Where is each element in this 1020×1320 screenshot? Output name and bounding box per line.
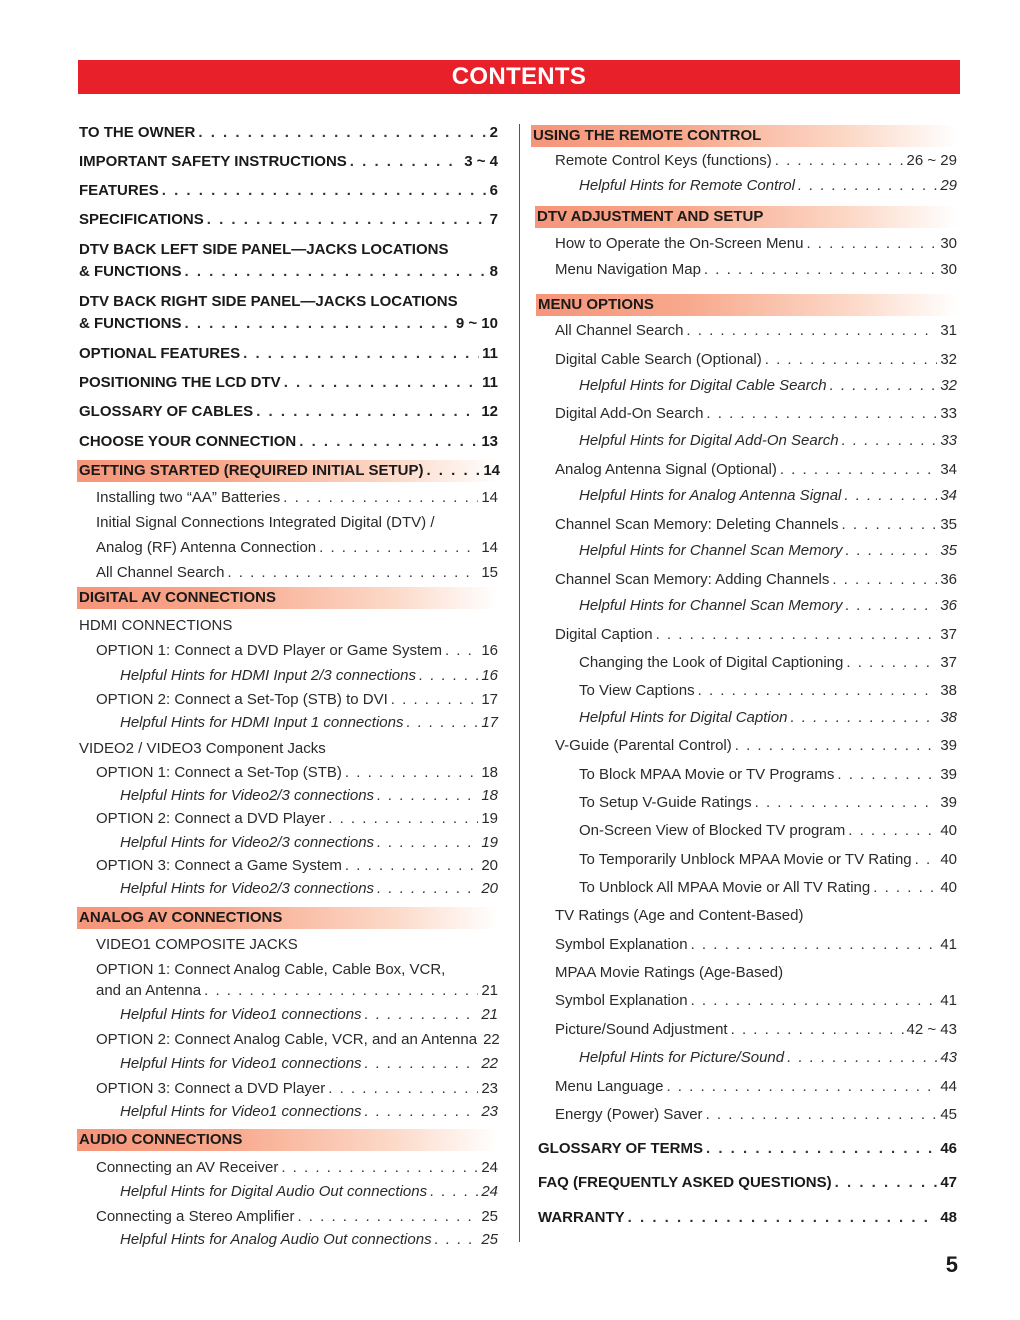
toc-entry-title: Channel Scan Memory: Adding Channels	[555, 571, 830, 588]
toc-entry-page: 35	[940, 516, 957, 533]
subsection-label: VIDEO2 / VIDEO3 Component Jacks	[79, 740, 326, 757]
toc-entry[interactable]	[579, 597, 957, 615]
toc-entry-page: 14	[481, 489, 498, 506]
toc-entry[interactable]	[555, 626, 957, 644]
toc-entry-page: 36	[940, 571, 957, 588]
toc-entry-page: 3 ~ 4	[464, 153, 498, 170]
toc-entry-line: OPTION 1: Connect Analog Cable, Cable Box, VCR,	[96, 961, 446, 978]
toc-entry-title: OPTION 3: Connect a DVD Player	[96, 1080, 326, 1097]
toc-entry-title: Symbol Explanation	[555, 936, 688, 953]
toc-entry-page: 19	[481, 834, 498, 851]
toc-entry-title: Analog Antenna Signal (Optional)	[555, 461, 777, 478]
toc-entry-page: 21	[481, 1006, 498, 1023]
toc-entry-page: 36	[940, 597, 957, 614]
subsection-label: HDMI CONNECTIONS	[79, 617, 233, 634]
toc-entry-page: 32	[940, 351, 957, 368]
subsection-label: TV Ratings (Age and Content-Based)	[555, 907, 804, 924]
toc-entry-title: Menu Language	[555, 1078, 664, 1095]
toc-entry-page: 18	[481, 787, 498, 804]
toc-entry-page: 40	[940, 822, 957, 839]
toc-entry-title: OPTION 1: Connect a Set-Top (STB)	[96, 764, 342, 781]
toc-entry-page: 31	[940, 322, 957, 339]
toc-entry-title: Energy (Power) Saver	[555, 1106, 703, 1123]
toc-entry-title: Helpful Hints for HDMI Input 2/3 connections	[120, 667, 416, 684]
toc-entry-title: OPTION 2: Connect a Set-Top (STB) to DVI	[96, 691, 388, 708]
toc-entry[interactable]	[538, 1209, 957, 1227]
toc-entry[interactable]	[555, 351, 957, 369]
toc-entry-page: 38	[940, 682, 957, 699]
toc-entry-page: 21	[481, 982, 498, 999]
toc-entry[interactable]	[579, 377, 957, 395]
toc-entry-title: Helpful Hints for Video1 connections	[120, 1103, 362, 1120]
toc-entry-page: 25	[481, 1208, 498, 1225]
toc-entry[interactable]	[555, 152, 957, 170]
toc-entry-page: 40	[940, 851, 957, 868]
toc-entry-title: GLOSSARY OF TERMS	[538, 1140, 704, 1157]
toc-entry[interactable]	[579, 766, 957, 784]
toc-entry-title: To Block MPAA Movie or TV Programs	[579, 766, 835, 783]
toc-entry[interactable]	[579, 794, 957, 812]
toc-entry-title: Helpful Hints for Video1 connections	[120, 1055, 362, 1072]
toc-entry-title: On-Screen View of Blocked TV program	[579, 822, 846, 839]
toc-entry-title: Remote Control Keys (functions)	[555, 152, 772, 169]
subsection-label: VIDEO1 COMPOSITE JACKS	[96, 936, 298, 953]
toc-entry-page: 22	[481, 1055, 498, 1072]
toc-entry-title: Helpful Hints for Video2/3 connections	[120, 880, 375, 897]
toc-entry-title: How to Operate the On-Screen Menu	[555, 235, 804, 252]
toc-entry-line: Initial Signal Connections Integrated Digital (DTV) /	[96, 514, 435, 531]
toc-entry-page: 42 ~ 43	[906, 1021, 957, 1038]
toc-entry-page: 14	[481, 539, 498, 556]
toc-entry-title: Helpful Hints for Video1 connections	[120, 1006, 362, 1023]
toc-entry[interactable]	[579, 1049, 957, 1067]
toc-entry-page: 23	[481, 1103, 498, 1120]
toc-entry-title: Helpful Hints for Channel Scan Memory	[579, 597, 843, 614]
toc-entry-title: Digital Add-On Search	[555, 405, 704, 422]
toc-entry-title: V-Guide (Parental Control)	[555, 737, 732, 754]
toc-entry-page: 16	[481, 667, 498, 684]
toc-entry-title: All Channel Search	[96, 564, 225, 581]
toc-entry-title: TO THE OWNER	[79, 124, 196, 141]
toc-entry-line: DTV BACK LEFT SIDE PANEL—JACKS LOCATIONS	[79, 241, 449, 258]
toc-entry-title: Helpful Hints for Channel Scan Memory	[579, 542, 843, 559]
toc-entry-title: To Temporarily Unblock MPAA Movie or TV Rating	[579, 851, 912, 868]
toc-entry-title: Helpful Hints for Picture/Sound	[579, 1049, 785, 1066]
toc-entry-title: To Unblock All MPAA Movie or All TV Rating	[579, 879, 871, 896]
toc-entry-title: GLOSSARY OF CABLES	[79, 403, 254, 420]
toc-entry-page: 32	[940, 377, 957, 394]
toc-entry-page: 12	[481, 403, 498, 420]
toc-entry-title: Helpful Hints for HDMI Input 1 connections	[120, 714, 404, 731]
toc-entry-title: To View Captions	[579, 682, 695, 699]
toc-entry-title: WARRANTY	[538, 1209, 625, 1226]
toc-entry[interactable]	[555, 261, 957, 279]
toc-entry-title: SPECIFICATIONS	[79, 211, 204, 228]
toc-entry-page: 41	[940, 936, 957, 953]
toc-entry[interactable]	[579, 487, 957, 505]
toc-entry[interactable]	[555, 1078, 957, 1096]
toc-entry-line: DTV BACK RIGHT SIDE PANEL—JACKS LOCATIONS	[79, 293, 458, 310]
toc-entry[interactable]	[555, 461, 957, 479]
toc-entry-page: 30	[940, 235, 957, 252]
toc-entry[interactable]	[579, 682, 957, 700]
toc-entry-title: Digital Caption	[555, 626, 653, 643]
toc-entry-page: 22	[483, 1031, 500, 1048]
toc-entry-title: Helpful Hints for Digital Add-On Search	[579, 432, 839, 449]
toc-entry-page: 17	[481, 691, 498, 708]
toc-entry-title: & FUNCTIONS	[79, 263, 182, 280]
subsection-label: MPAA Movie Ratings (Age-Based)	[555, 964, 784, 981]
toc-entry-title: Menu Navigation Map	[555, 261, 701, 278]
toc-entry-title: Connecting an AV Receiver	[96, 1159, 279, 1176]
toc-entry-title: & FUNCTIONS	[79, 315, 182, 332]
toc-entry-page: 41	[940, 992, 957, 1009]
toc-entry-title: Symbol Explanation	[555, 992, 688, 1009]
toc-entry-page: 30	[940, 261, 957, 278]
toc-entry-title: POSITIONING THE LCD DTV	[79, 374, 281, 391]
toc-entry-page: 39	[940, 737, 957, 754]
toc-entry[interactable]	[555, 1106, 957, 1124]
toc-entry-title: OPTION 1: Connect a DVD Player or Game System	[96, 642, 442, 659]
toc-entry[interactable]	[579, 822, 957, 840]
toc-entry-title: OPTION 2: Connect Analog Cable, VCR, and an Antenna	[96, 1031, 478, 1048]
toc-entry-title: FAQ (FREQUENTLY ASKED QUESTIONS)	[538, 1174, 832, 1191]
toc-entry-title: Helpful Hints for Digital Cable Search	[579, 377, 827, 394]
toc-entry-page: 29	[940, 177, 957, 194]
section-band[interactable]: AUDIO CONNECTIONS	[77, 1129, 498, 1151]
toc-entry[interactable]	[579, 654, 957, 672]
toc-entry-page: 16	[481, 642, 498, 659]
toc-entry-page: 2	[489, 124, 498, 141]
toc-entry-title: Connecting a Stereo Amplifier	[96, 1208, 295, 1225]
toc-entry[interactable]	[579, 851, 957, 869]
toc-entry-page: 39	[940, 766, 957, 783]
toc-entry-title: Changing the Look of Digital Captioning	[579, 654, 844, 671]
section-band[interactable]: ANALOG AV CONNECTIONS	[77, 907, 498, 929]
toc-entry-title: Helpful Hints for Remote Control	[579, 177, 795, 194]
toc-entry-page: 11	[482, 345, 498, 362]
toc-entry-page: 9 ~ 10	[455, 315, 498, 332]
toc-entry-page: 6	[489, 182, 498, 199]
section-band[interactable]: MENU OPTIONS	[536, 294, 958, 316]
toc-entry-page: 34	[940, 487, 957, 504]
toc-entry[interactable]	[555, 405, 957, 423]
toc-entry-title: To Setup V-Guide Ratings	[579, 794, 752, 811]
toc-entry-page: 19	[481, 810, 498, 827]
toc-entry-page: 33	[940, 405, 957, 422]
toc-entry-page: 48	[940, 1209, 957, 1226]
toc-entry-title: Picture/Sound Adjustment	[555, 1021, 728, 1038]
section-band[interactable]: USING THE REMOTE CONTROL	[531, 125, 958, 147]
toc-entry-title: Helpful Hints for Digital Caption	[579, 709, 788, 726]
toc-entry-title: All Channel Search	[555, 322, 684, 339]
section-title: GETTING STARTED (REQUIRED INITIAL SETUP)	[79, 462, 424, 479]
toc-entry[interactable]	[538, 1174, 957, 1192]
toc-entry-page: 34	[940, 461, 957, 478]
toc-entry[interactable]	[579, 879, 957, 897]
toc-entry-page: 47	[940, 1174, 957, 1191]
toc-entry-page: 35	[940, 542, 957, 559]
toc-entry-page: 33	[940, 432, 957, 449]
toc-entry-title: Helpful Hints for Video2/3 connections	[120, 834, 375, 851]
toc-entry[interactable]	[555, 516, 957, 534]
toc-entry-title: Channel Scan Memory: Deleting Channels	[555, 516, 839, 533]
toc-entry-page: 23	[481, 1080, 498, 1097]
toc-entry-page: 7	[489, 211, 498, 228]
toc-entry-page: 37	[940, 654, 957, 671]
toc-entry[interactable]	[555, 992, 957, 1010]
toc-entry-page: 45	[940, 1106, 957, 1123]
toc-entry-page: 39	[940, 794, 957, 811]
toc-entry[interactable]	[555, 737, 957, 755]
toc-entry-page: 40	[940, 879, 957, 896]
toc-entry-page: 18	[481, 764, 498, 781]
toc-entry-page: 20	[481, 880, 498, 897]
toc-entry-page: 24	[481, 1159, 498, 1176]
toc-entry-title: CHOOSE YOUR CONNECTION	[79, 433, 297, 450]
toc-entry-page: 26 ~ 29	[906, 152, 957, 169]
section-page: 14	[483, 462, 500, 479]
toc-entry-title: IMPORTANT SAFETY INSTRUCTIONS	[79, 153, 347, 170]
toc-entry-page: 13	[481, 433, 498, 450]
toc-entry-page: 43	[940, 1049, 957, 1066]
toc-entry-title: Helpful Hints for Digital Audio Out connections	[120, 1183, 428, 1200]
toc-entry[interactable]	[538, 1140, 957, 1158]
toc-entry-page: 25	[481, 1231, 498, 1248]
toc-entry[interactable]	[579, 432, 957, 450]
page-number: 5	[945, 1252, 958, 1277]
toc-entry-page: 38	[940, 709, 957, 726]
page-title: CONTENTS	[78, 60, 960, 94]
toc-entry-title: and an Antenna	[96, 982, 202, 999]
toc-entry[interactable]	[579, 177, 957, 195]
toc-entry-page: 8	[489, 263, 498, 280]
toc-entry[interactable]	[555, 1021, 957, 1039]
toc-entry-title: Helpful Hints for Analog Antenna Signal	[579, 487, 842, 504]
toc-entry-title: OPTION 3: Connect a Game System	[96, 857, 342, 874]
toc-entry-title: Digital Cable Search (Optional)	[555, 351, 762, 368]
toc-entry-title: OPTION 2: Connect a DVD Player	[96, 810, 326, 827]
toc-entry-page: 24	[481, 1183, 498, 1200]
toc-entry-page: 20	[481, 857, 498, 874]
toc-entry-title: Helpful Hints for Analog Audio Out connections	[120, 1231, 432, 1248]
toc-entry-title: Analog (RF) Antenna Connection	[96, 539, 317, 556]
toc-entry[interactable]	[555, 322, 957, 340]
section-band[interactable]: DIGITAL AV CONNECTIONS	[77, 587, 498, 609]
toc-entry[interactable]	[579, 542, 957, 560]
toc-entry-title: FEATURES	[79, 182, 159, 199]
toc-entry-page: 11	[482, 374, 498, 391]
toc-entry-page: 37	[940, 626, 957, 643]
section-band[interactable]: DTV ADJUSTMENT AND SETUP	[535, 206, 958, 228]
toc-entry-page: 46	[940, 1140, 957, 1157]
toc-entry-page: 44	[940, 1078, 957, 1095]
toc-entry-page: 15	[481, 564, 498, 581]
toc-entry[interactable]	[579, 709, 957, 727]
toc-entry[interactable]	[555, 936, 957, 954]
toc-entry-title: Helpful Hints for Video2/3 connections	[120, 787, 375, 804]
toc-entry-title: Installing two “AA” Batteries	[96, 489, 281, 506]
toc-entry[interactable]	[555, 571, 957, 589]
toc-entry-page: 17	[481, 714, 498, 731]
toc-entry[interactable]	[555, 235, 957, 253]
toc-entry-title: OPTIONAL FEATURES	[79, 345, 241, 362]
